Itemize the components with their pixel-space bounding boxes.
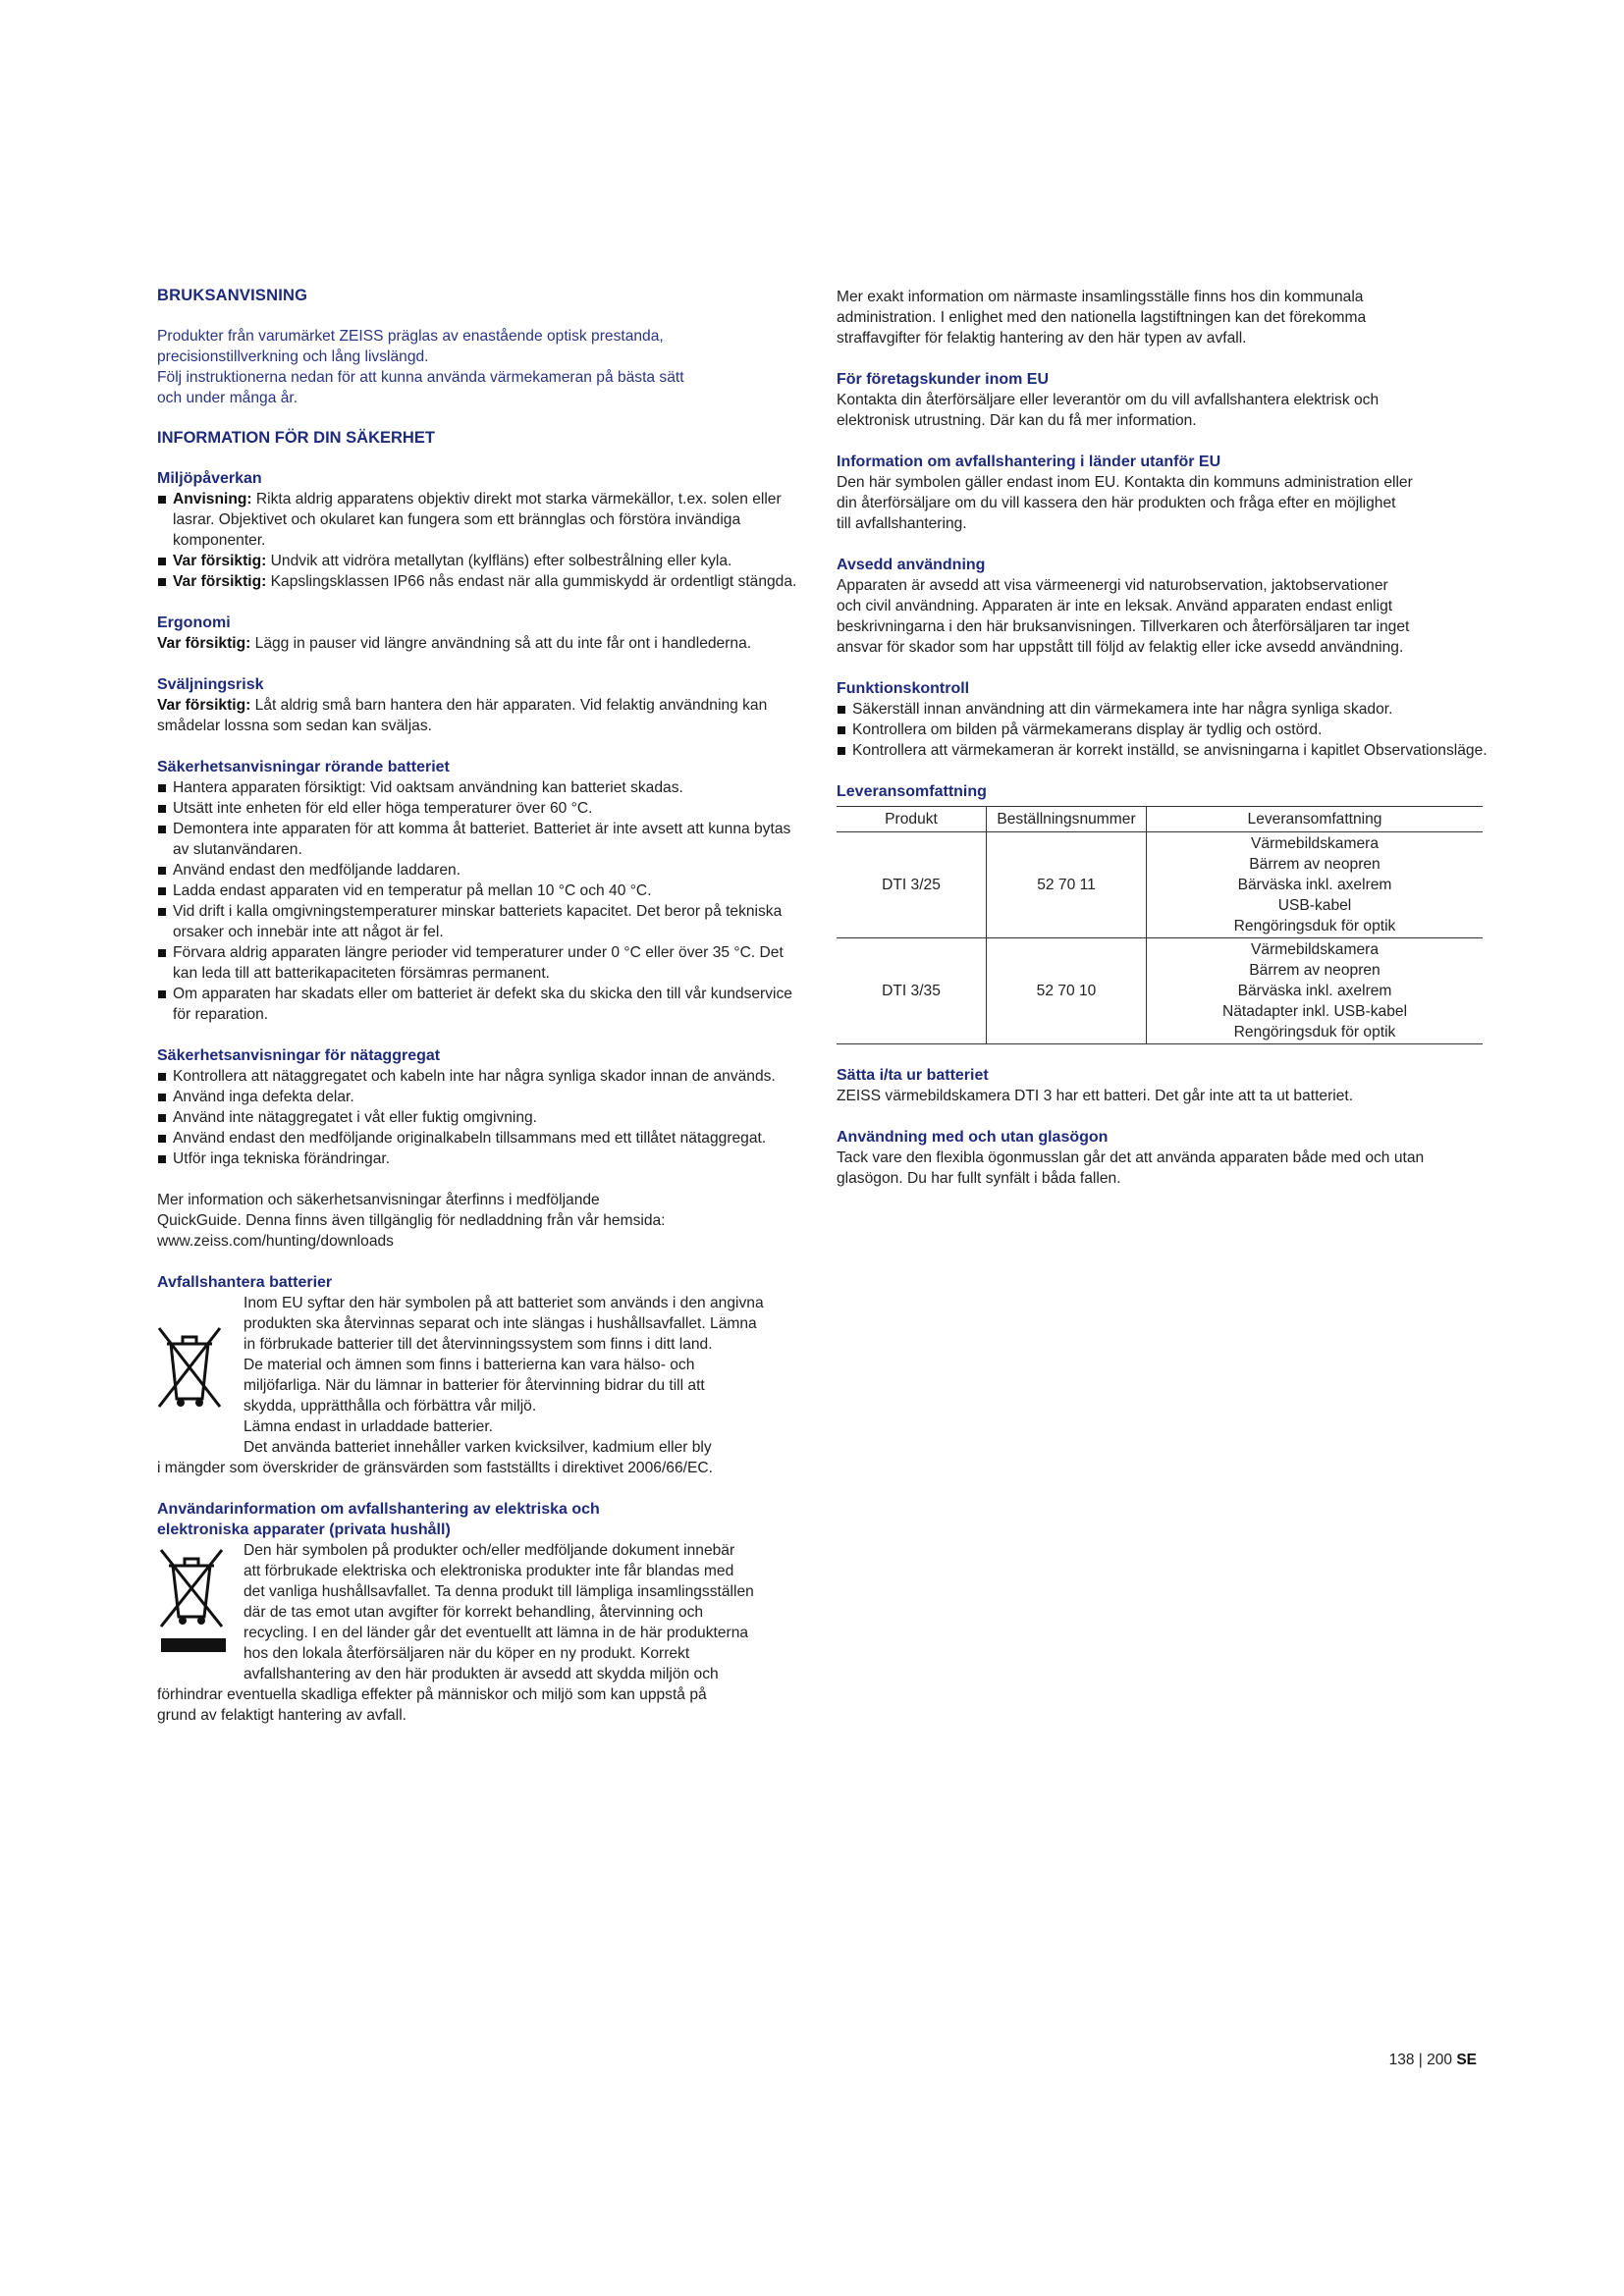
- battery-disposal-section: Avfallshantera batterier Inom EU syftar den här symbolen på att batteriet som används i den angivna produkten ska återvinnas separat och inte slängas i hushållsavfallet. Lämna in förbrukade batterier till det återvinningssystem som finns i ditt land. De material och ämnen som finns i batterierna kan vara hälso- och miljöfarliga. När du lämnar in batterier för återvinning bidrar du till att skydda, upprätthålla och förbättra vår miljö. Lämna endast in urladdade batterier. Det använda batteriet innehåller varken kvicksilver, kadmium eller bly i mängder som överskrider de gränsvärden som fastställts i direktivet 2006/66/EC.: [157, 1272, 810, 1478]
- more-info-text: Mer information och säkerhetsanvisningar återfinns i medföljande QuickGuide. Denna finns även tillgänglig för nedladdning från vår hemsida: www.zeiss.com/hunting/downloads: [157, 1190, 810, 1252]
- outside-eu-heading: Information om avfallshantering i länder utanför EU: [837, 454, 1221, 470]
- page-footer: [1389, 2052, 1477, 2069]
- right-column: [837, 287, 1489, 1209]
- weee-section: Användarinformation om avfallshantering av elektriska och elektroniska apparater (privata hushåll) Den här symbolen på produkter och/eller medföljande dokument innebär att förbrukade elektriska och elektroniska produkter inte får blandas med det vanliga hushållsavfallet. Ta denna produkt till lämpliga insamlingsställen där de tas emot utan avgifter för korrekt behandling, återvinning och recycling. I en del länder går det eventuellt att lämna in de här produkterna hos den lokala återförsäljaren när du köper en ny produkt. Korrekt avfallshantering av den här produkten är avsedd att skydda miljön och förhindrar eventuella skadliga effekter på människor och miljö som kan uppstå på grund av felaktigt hantering av avfall.: [157, 1499, 810, 1726]
- safety-heading: INFORMATION FÖR DIN SÄKERHET: [157, 429, 435, 447]
- ergonomics-heading: Ergonomi: [157, 614, 231, 631]
- adapter-safety-heading: Säkerhetsanvisningar för nätaggregat: [157, 1047, 441, 1064]
- list-item: Utför inga tekniska förändringar.: [157, 1148, 810, 1169]
- list-item: Använd inga defekta delar.: [157, 1087, 810, 1107]
- list-item: Om apparaten har skadats eller om batteriet är defekt ska du skicka den till vår kundservice för reparation.: [157, 984, 810, 1025]
- adapter-safety-section: [157, 1045, 810, 1169]
- delivery-section: [837, 781, 1489, 1044]
- environment-heading: Miljöpåverkan: [157, 470, 262, 487]
- list-item: Ladda endast apparaten vid en temperatur på mellan 10 °C och 40 °C.: [157, 881, 810, 901]
- intended-use-section: Avsedd användning Apparaten är avsedd att visa värmeenergi vid naturobservation, jaktobservationer och civil användning. Apparaten är inte en leksak. Använd apparaten endast enligt beskrivningarna i den här bruksanvisningen. Tillverkaren och återförsäljaren tar inget ansvar för skador som har uppstått till följd av felaktig eller icke avsedd användning.: [837, 555, 1489, 658]
- battery-safety-heading: Säkerhetsanvisningar rörande batteriet: [157, 759, 450, 775]
- choking-heading: Sväljningsrisk: [157, 676, 264, 693]
- list-item: Förvara aldrig apparaten längre perioder vid temperaturer under 0 °C eller över 35 °C. Det kan leda till att batterikapaciteten försämras permanent.: [157, 942, 810, 984]
- battery-insert-heading: Sätta i/ta ur batteriet: [837, 1067, 989, 1084]
- environment-section: [157, 468, 810, 592]
- battery-safety-section: [157, 757, 810, 1025]
- list-item: Använd endast den medföljande originalkabeln tillsammans med ett tillåtet nätaggregat.: [157, 1128, 810, 1148]
- list-item: Kontrollera att värmekameran är korrekt inställd, se anvisningarna i kapitlet Observationsläge.: [837, 740, 1489, 761]
- list-item: Säkerställ innan användning att din värmekamera inte har några synliga skador.: [837, 699, 1489, 720]
- list-item: Använd inte nätaggregatet i våt eller fuktig omgivning.: [157, 1107, 810, 1128]
- column-header: Beställningsnummer: [987, 807, 1147, 832]
- table-row: DTI 3/25 52 70 11 Värmebildskamera Bärrem av neopren Bärväska inkl. axelrem USB-kabel Rengöringsduk för optik: [837, 832, 1483, 938]
- column-header: Produkt: [837, 807, 987, 832]
- function-check-heading: Funktionskontroll: [837, 680, 970, 697]
- battery-insert-section: Sätta i/ta ur batteriet ZEISS värmebildskamera DTI 3 har ett batteri. Det går inte att ta ut batteriet.: [837, 1065, 1489, 1106]
- weee-heading: Användarinformation om avfallshantering av elektriska och elektroniska apparater (privata hushåll): [157, 1501, 600, 1538]
- list-item: Var försiktig: Undvik att vidröra metallytan (kylfläns) efter solbestrålning eller kyla.: [157, 551, 810, 571]
- glasses-heading: Användning med och utan glasögon: [837, 1129, 1109, 1146]
- downloads-link[interactable]: www.zeiss.com/hunting/downloads: [157, 1233, 394, 1250]
- list-item: Hantera apparaten försiktigt: Vid oaktsam användning kan batteriet skadas.: [157, 777, 810, 798]
- list-item: Var försiktig: Kapslingsklassen IP66 nås endast när alla gummiskydd är ordentligt stängda.: [157, 571, 810, 592]
- language-code: SE: [1456, 2052, 1477, 2068]
- choking-section: Sväljningsrisk Var försiktig: Låt aldrig små barn hantera den här apparaten. Vid felaktig användning kan smådelar lossna som sedan kan sväljas.: [157, 674, 810, 736]
- list-item: Utsätt inte enheten för eld eller höga temperaturer över 60 °C.: [157, 798, 810, 819]
- list-item: Vid drift i kalla omgivningstemperaturer minskar batteriets kapacitet. Det beror på tekniska orsaker och innebär inte att något är fel.: [157, 901, 810, 942]
- column-header: Leveransomfattning: [1147, 807, 1484, 832]
- battery-disposal-heading: Avfallshantera batterier: [157, 1274, 333, 1291]
- glasses-section: Användning med och utan glasögon Tack vare den flexibla ögonmusslan går det att använda apparaten både med och utan glasögon. Du har fullt synfält i båda fallen.: [837, 1127, 1489, 1189]
- crossed-bin-icon: [157, 1322, 222, 1411]
- business-heading: För företagskunder inom EU: [837, 371, 1050, 388]
- page-number: 138 | 200: [1388, 2052, 1452, 2068]
- left-column: [157, 287, 810, 1746]
- list-item: Använd endast den medföljande laddaren.: [157, 860, 810, 881]
- function-check-section: [837, 678, 1489, 761]
- list-item: Demontera inte apparaten för att komma åt batteriet. Batteriet är inte avsett att kunna bytas av slutanvändaren.: [157, 819, 810, 860]
- delivery-table: [837, 806, 1483, 1044]
- ergonomics-section: Ergonomi Var försiktig: Lägg in pauser vid längre användning så att du inte får ont i handlederna.: [157, 613, 810, 654]
- intended-use-heading: Avsedd användning: [837, 557, 986, 573]
- page-title: BRUKSANVISNING: [157, 287, 308, 304]
- outside-eu-section: Information om avfallshantering i länder utanför EU Den här symbolen gäller endast inom EU. Kontakta din kommuns administration eller din återförsäljare om du vill kassera den här produkten och fråga efter en möjlighet till avfallshantering.: [837, 452, 1489, 534]
- weee-bin-icon: [157, 1544, 228, 1654]
- list-item: Kontrollera att nätaggregatet och kabeln inte har några synliga skador innan de används.: [157, 1066, 810, 1087]
- table-row: DTI 3/35 52 70 10 Värmebildskamera Bärrem av neopren Bärväska inkl. axelrem Nätadapter inkl. USB-kabel Rengöringsduk för optik: [837, 938, 1483, 1044]
- list-item: Anvisning: Rikta aldrig apparatens objektiv direkt mot starka värmekällor, t.ex. solen eller lasrar. Objektivet och okularet kan fungera som ett brännglas och förstöra invändiga komponenter.: [157, 489, 810, 551]
- collection-info: Mer exakt information om närmaste insamlingsställe finns hos din kommunala administration. I enlighet med den nationella lagstiftningen kan det förekomma straffavgifter för felaktig hantering av den här typen av avfall.: [837, 289, 1367, 347]
- intro-text: Produkter från varumärket ZEISS präglas av enastående optisk prestanda, precisionstillverkning och lång livslängd. Följ instruktionerna nedan för att kunna använda värmekameran på bästa sätt och under många år.: [157, 328, 684, 406]
- list-item: Kontrollera om bilden på värmekamerans display är tydlig och ostörd.: [837, 720, 1489, 740]
- delivery-heading: Leveransomfattning: [837, 783, 987, 800]
- business-section: För företagskunder inom EU Kontakta din återförsäljare eller leverantör om du vill avfallshantera elektrisk och elektronisk utrustning. Där kan du få mer information.: [837, 369, 1489, 431]
